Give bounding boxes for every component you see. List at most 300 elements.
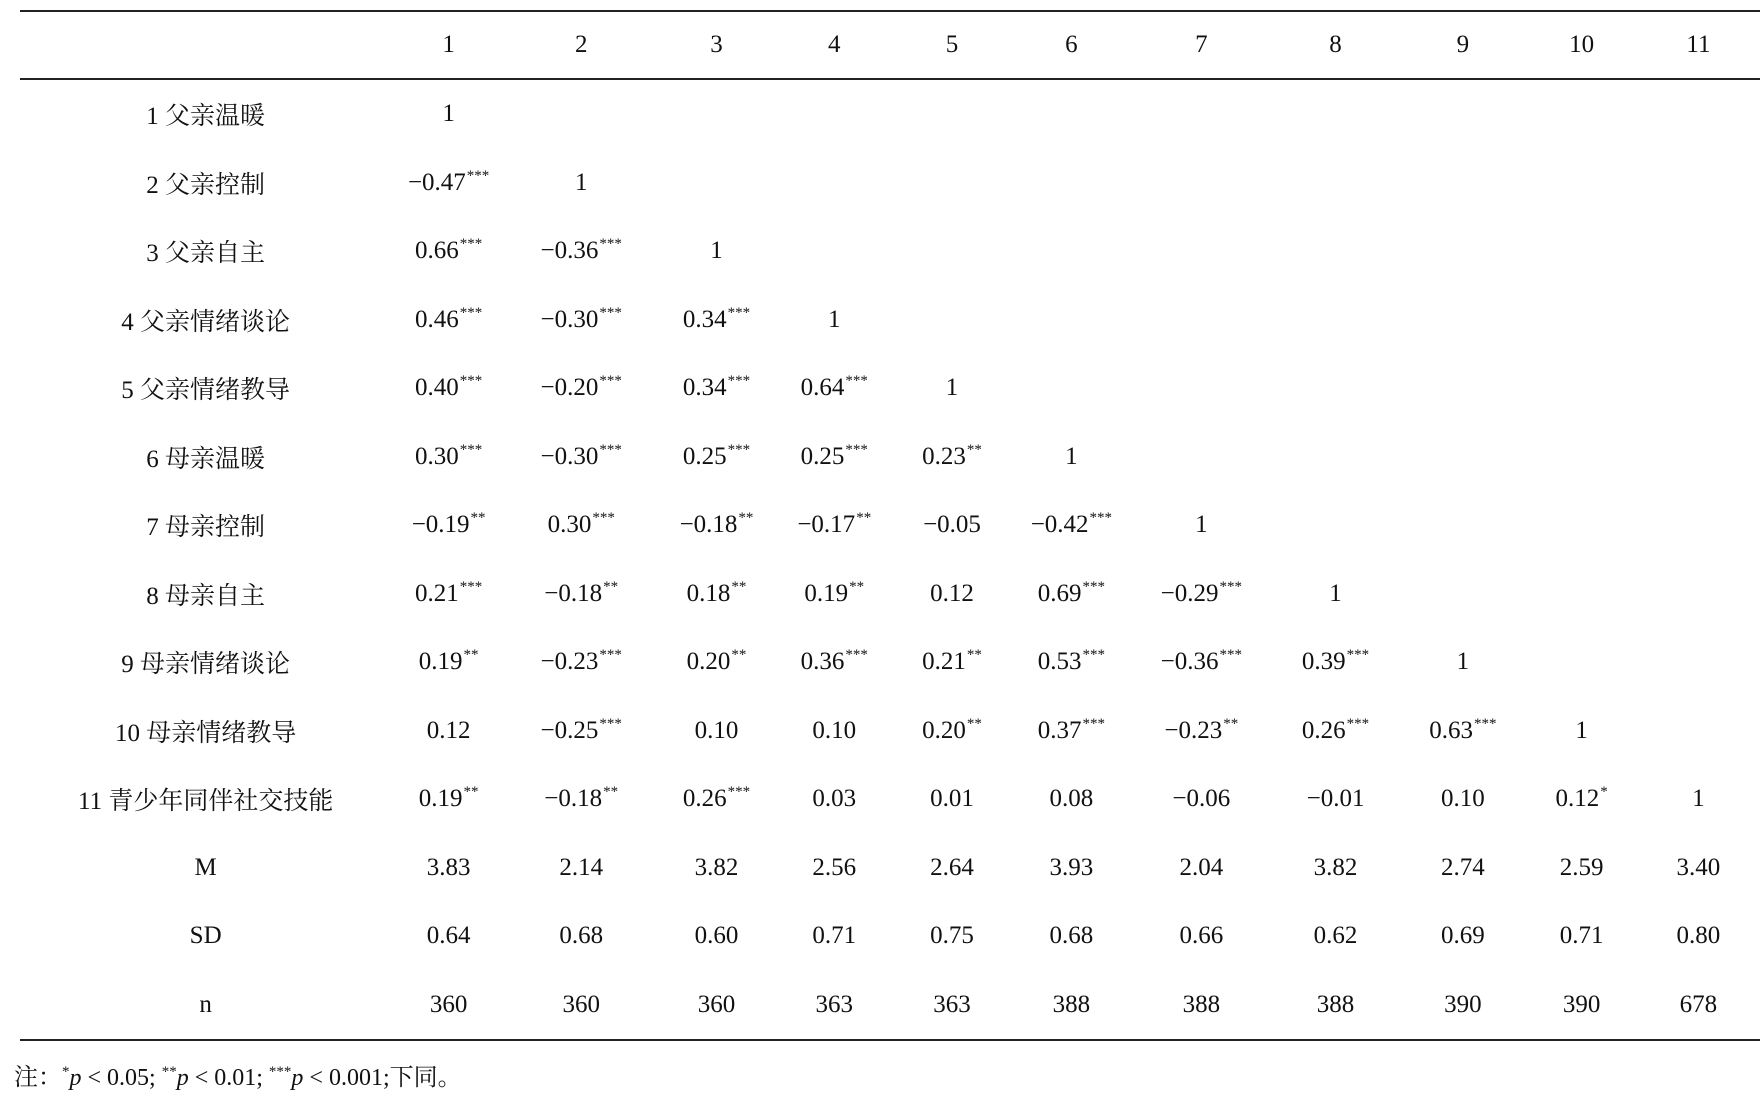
cell-value: 1	[442, 100, 455, 128]
cell-value: 0.25	[682, 442, 727, 470]
table-cell	[506, 971, 657, 1041]
significance-stars: **	[470, 510, 486, 527]
table-cell	[657, 834, 777, 903]
table-cell	[1527, 149, 1637, 218]
cell-value: −0.05	[923, 511, 981, 539]
table-cell	[1399, 902, 1526, 971]
table-cell	[776, 149, 892, 218]
table-cell	[1012, 286, 1131, 355]
cell-value: 0.10	[1440, 785, 1485, 813]
table-cell	[776, 902, 892, 971]
cell-value: 0.10	[812, 716, 857, 744]
table-cell	[506, 423, 657, 492]
cell-value: 0.60	[694, 922, 739, 950]
row-label: 10 母亲情绪教导	[115, 719, 297, 747]
significance-stars: ***	[727, 304, 751, 321]
table-cell	[506, 628, 657, 697]
significance-stars: *	[1600, 784, 1608, 801]
table-cell	[1272, 286, 1399, 355]
significance-stars: ***	[599, 304, 622, 321]
cell-value: 1	[1065, 442, 1078, 470]
cell-value: 1	[574, 168, 588, 196]
table-row	[20, 560, 1760, 629]
table-cell	[776, 491, 892, 560]
cell-value: −0.23	[540, 648, 599, 676]
table-header	[20, 11, 1760, 79]
table-cell	[506, 560, 657, 629]
row-label: 3 父亲自主	[146, 240, 266, 268]
cell-value: 0.12	[930, 579, 974, 607]
cell-value: 1	[1575, 716, 1588, 744]
table-cell	[1637, 628, 1760, 697]
row-label: n	[199, 990, 212, 1018]
cell-value: 0.66	[1179, 922, 1224, 950]
table-cell	[506, 697, 657, 766]
cell-value: 0.03	[812, 785, 857, 813]
table-cell	[776, 628, 892, 697]
table-cell	[1399, 697, 1526, 766]
cell-value: 0.68	[559, 922, 604, 950]
table-cell	[1131, 217, 1272, 286]
significance-stars: ***	[727, 441, 751, 458]
significance-stars: **	[966, 647, 982, 664]
significance-stars: **	[463, 784, 479, 801]
table-cell	[1399, 628, 1526, 697]
table-cell	[1012, 628, 1131, 697]
cell-value: 0.69	[1440, 922, 1485, 950]
header-cell-4: 4	[828, 31, 841, 58]
significance-stars: ***	[459, 441, 483, 458]
note-suffix: 下同。	[389, 1065, 462, 1091]
cell-value: 0.01	[930, 785, 974, 813]
table-cell	[1012, 79, 1131, 149]
cell-value: 3.82	[694, 853, 739, 881]
cell-value: −0.01	[1306, 785, 1365, 813]
header-row	[20, 11, 1760, 79]
cell-value: 0.12	[426, 716, 471, 744]
header-cell-variable	[20, 11, 391, 79]
table-cell	[391, 491, 506, 560]
significance-stars: ***	[1089, 510, 1113, 527]
significance-stars: **	[731, 578, 747, 595]
table-cell	[657, 765, 777, 834]
table-cell	[776, 423, 892, 492]
cell-value: 0.68	[1049, 922, 1094, 950]
cell-value: 0.66	[414, 237, 459, 265]
table-cell	[391, 560, 506, 629]
table-cell	[1272, 354, 1399, 423]
cell-value: 388	[1052, 990, 1091, 1018]
header-cell-8: 8	[1329, 31, 1342, 58]
cell-value: 1	[1456, 648, 1470, 676]
cell-value: 1	[1692, 785, 1705, 813]
table-cell	[1012, 765, 1131, 834]
cell-value: −0.25	[540, 716, 599, 744]
table-cell	[1272, 697, 1399, 766]
cell-value: 3.82	[1313, 853, 1358, 881]
table-cell	[1399, 560, 1526, 629]
correlation-table-container	[20, 10, 1760, 1041]
cell-value: 0.71	[1559, 922, 1604, 950]
significance-stars: ***	[727, 373, 751, 390]
significance-stars: ***	[845, 441, 868, 458]
cell-value: 0.40	[414, 374, 459, 402]
table-cell	[657, 491, 777, 560]
header-cell-2: 2	[574, 31, 588, 58]
cell-value: 0.19	[804, 579, 849, 607]
table-row	[20, 902, 1760, 971]
correlation-table	[20, 10, 1760, 1041]
table-cell	[1527, 560, 1637, 629]
table-cell	[1637, 902, 1760, 971]
table-cell	[1131, 971, 1272, 1041]
note-threshold: < 0.001;	[303, 1065, 390, 1091]
cell-value: 1	[710, 237, 723, 265]
table-cell	[1637, 354, 1760, 423]
significance-stars: **	[731, 647, 747, 664]
cell-value: 3.93	[1049, 853, 1094, 881]
header-cell-7: 7	[1195, 31, 1208, 58]
cell-value: 0.21	[922, 648, 966, 676]
significance-stars: ***	[599, 647, 622, 664]
table-cell	[1527, 423, 1637, 492]
significance-stars: ***	[1346, 715, 1370, 732]
significance-stars: **	[856, 510, 872, 527]
table-cell	[1012, 971, 1131, 1041]
cell-value: 0.25	[800, 442, 845, 470]
significance-stars: ***	[1082, 715, 1105, 732]
row-label: 9 母亲情绪谈论	[121, 651, 291, 679]
significance-stars: ***	[845, 373, 868, 390]
table-cell	[657, 423, 777, 492]
cell-value: 0.63	[1429, 716, 1473, 744]
table-cell	[657, 149, 777, 218]
table-cell	[1527, 765, 1637, 834]
table-cell	[1272, 149, 1399, 218]
cell-value: 678	[1679, 990, 1718, 1018]
table-cell	[506, 491, 657, 560]
table-cell	[506, 149, 657, 218]
table-cell	[776, 286, 892, 355]
cell-value: −0.47	[407, 168, 466, 196]
table-cell	[657, 628, 777, 697]
table-cell	[391, 765, 506, 834]
cell-value: 0.30	[547, 511, 592, 539]
table-cell	[391, 354, 506, 423]
cell-value: −0.36	[1160, 648, 1219, 676]
table-cell	[657, 697, 777, 766]
cell-value: 0.30	[414, 442, 459, 470]
table-cell	[776, 765, 892, 834]
table-cell	[391, 79, 506, 149]
table-cell	[776, 217, 892, 286]
cell-value: 2.56	[812, 853, 857, 881]
table-cell	[892, 902, 1012, 971]
header-cell-1: 1	[442, 31, 455, 58]
cell-value: 363	[933, 990, 971, 1018]
table-cell	[1637, 423, 1760, 492]
table-cell	[1272, 217, 1399, 286]
cell-value: 390	[1444, 990, 1482, 1018]
table-cell	[506, 217, 657, 286]
table-cell	[1637, 765, 1760, 834]
table-cell	[1637, 491, 1760, 560]
cell-value: −0.29	[1160, 579, 1219, 607]
cell-value: −0.20	[540, 374, 599, 402]
table-cell	[892, 628, 1012, 697]
table-cell	[391, 628, 506, 697]
table-cell	[1399, 149, 1526, 218]
table-row	[20, 217, 1760, 286]
table-cell	[1272, 971, 1399, 1041]
table-cell	[1637, 971, 1760, 1041]
note-p-symbol: p	[291, 1065, 304, 1091]
table-cell	[1399, 971, 1526, 1041]
table-cell	[1012, 217, 1131, 286]
table-cell	[657, 79, 777, 149]
table-cell	[1131, 491, 1272, 560]
cell-value: 360	[562, 990, 600, 1018]
table-cell	[506, 79, 657, 149]
row-label: 5 父亲情绪教导	[121, 377, 291, 405]
table-row	[20, 765, 1760, 834]
table-cell	[391, 834, 506, 903]
table-cell	[1399, 217, 1526, 286]
table-cell	[1131, 765, 1272, 834]
cell-value: 2.04	[1179, 853, 1224, 881]
table-cell	[506, 765, 657, 834]
cell-value: 2.14	[559, 853, 604, 881]
cell-value: 2.74	[1440, 853, 1485, 881]
row-label: 11 青少年同伴社交技能	[78, 788, 334, 816]
table-cell	[1131, 354, 1272, 423]
table-cell	[776, 560, 892, 629]
cell-value: 0.34	[682, 374, 727, 402]
table-cell	[1012, 149, 1131, 218]
header-cell-3: 3	[710, 31, 723, 58]
significance-stars: ***	[845, 647, 868, 664]
table-cell	[506, 902, 657, 971]
table-cell	[776, 354, 892, 423]
table-cell	[1012, 560, 1131, 629]
significance-stars: ***	[1346, 647, 1370, 664]
table-cell	[892, 834, 1012, 903]
significance-stars: **	[966, 715, 982, 732]
cell-value: 0.37	[1037, 716, 1082, 744]
cell-value: 0.64	[800, 374, 845, 402]
header-cell-5: 5	[945, 31, 959, 58]
table-cell	[1637, 149, 1760, 218]
row-label: M	[194, 853, 217, 881]
cell-value: 0.80	[1676, 922, 1721, 950]
table-cell	[391, 697, 506, 766]
table-cell	[506, 286, 657, 355]
cell-value: 0.18	[686, 579, 731, 607]
table-cell	[1399, 286, 1526, 355]
significance-stars: **	[603, 784, 619, 801]
note-items	[62, 1065, 390, 1091]
cell-value: −0.06	[1172, 785, 1231, 813]
table-cell	[1012, 354, 1131, 423]
table-cell	[1527, 217, 1637, 286]
cell-value: 1	[945, 374, 959, 402]
table-row	[20, 834, 1760, 903]
table-cell	[1272, 765, 1399, 834]
table-cell	[1131, 697, 1272, 766]
row-label: SD	[189, 922, 222, 950]
header-cell-6: 6	[1065, 31, 1078, 58]
cell-value: −0.30	[540, 442, 599, 470]
cell-value: 1	[1329, 579, 1342, 607]
table-cell	[1272, 834, 1399, 903]
table-cell	[1527, 628, 1637, 697]
table-cell	[657, 354, 777, 423]
significance-stars: ***	[599, 236, 622, 253]
table-cell	[1527, 491, 1637, 560]
table-cell	[657, 902, 777, 971]
table-cell	[1272, 491, 1399, 560]
cell-value: 0.46	[414, 305, 459, 333]
table-cell	[506, 354, 657, 423]
table-cell	[892, 217, 1012, 286]
table-cell	[1399, 491, 1526, 560]
table-cell	[1399, 354, 1526, 423]
row-label: 7 母亲控制	[146, 514, 266, 542]
cell-value: 0.53	[1037, 648, 1082, 676]
table-cell	[1131, 149, 1272, 218]
significance-stars: ***	[459, 236, 483, 253]
row-label: 2 父亲控制	[146, 171, 266, 199]
note-prefix: 注：	[14, 1065, 62, 1091]
table-cell	[1012, 491, 1131, 560]
cell-value: 0.69	[1037, 579, 1082, 607]
table-cell	[391, 286, 506, 355]
cell-value: 3.40	[1676, 853, 1721, 881]
cell-value: 1	[828, 305, 841, 333]
table-cell	[1399, 423, 1526, 492]
table-cell	[1272, 902, 1399, 971]
significance-stars: ***	[1082, 647, 1105, 664]
table-cell	[892, 971, 1012, 1041]
table-cell	[506, 834, 657, 903]
cell-value: 388	[1182, 990, 1221, 1018]
cell-value: 2.64	[930, 853, 974, 881]
significance-stars: ***	[1473, 715, 1497, 732]
significance-stars: ***	[1219, 647, 1243, 664]
table-cell	[892, 354, 1012, 423]
table-cell	[657, 217, 777, 286]
table-row	[20, 491, 1760, 560]
table-cell	[1272, 423, 1399, 492]
table-cell	[892, 765, 1012, 834]
table-cell	[892, 286, 1012, 355]
table-cell	[1131, 834, 1272, 903]
cell-value: 3.83	[426, 853, 471, 881]
significance-stars: **	[1223, 715, 1239, 732]
table-cell	[1012, 902, 1131, 971]
significance-stars: **	[603, 578, 619, 595]
significance-stars: ***	[599, 373, 622, 390]
table-cell	[1012, 834, 1131, 903]
table-cell	[1637, 560, 1760, 629]
table-cell	[1399, 765, 1526, 834]
table-cell	[1637, 286, 1760, 355]
significance-stars: **	[849, 578, 865, 595]
table-note	[14, 1057, 462, 1092]
table-cell	[1527, 79, 1637, 149]
table-cell	[1637, 697, 1760, 766]
significance-stars: ***	[459, 304, 483, 321]
table-cell	[1272, 628, 1399, 697]
cell-value: 0.19	[418, 648, 463, 676]
cell-value: −0.30	[540, 305, 599, 333]
cell-value: 2.59	[1559, 853, 1604, 881]
header-cell-10: 10	[1569, 31, 1595, 58]
cell-value: 360	[697, 990, 736, 1018]
header-cell-11: 11	[1686, 31, 1711, 58]
cell-value: 0.19	[418, 785, 463, 813]
header-cell-9: 9	[1456, 31, 1470, 58]
table-cell	[1131, 423, 1272, 492]
table-row	[20, 79, 1760, 149]
cell-value: 0.75	[930, 922, 974, 950]
significance-stars: **	[738, 510, 754, 527]
significance-stars: ***	[592, 510, 615, 527]
table-row	[20, 697, 1760, 766]
table-cell	[1131, 79, 1272, 149]
cell-value: −0.18	[679, 511, 738, 539]
cell-value: 0.08	[1049, 785, 1094, 813]
note-stars: **	[161, 1064, 177, 1080]
table-cell	[1272, 560, 1399, 629]
table-cell	[892, 491, 1012, 560]
table-cell	[1131, 560, 1272, 629]
table-row	[20, 971, 1760, 1041]
cell-value: 0.10	[694, 716, 739, 744]
cell-value: 0.23	[922, 442, 966, 470]
cell-value: 0.12	[1555, 785, 1600, 813]
cell-value: 0.26	[682, 785, 727, 813]
table-cell	[1527, 697, 1637, 766]
table-cell	[657, 560, 777, 629]
significance-stars: ***	[466, 167, 490, 184]
table-cell	[1527, 286, 1637, 355]
cell-value: −0.19	[411, 511, 470, 539]
note-p-symbol: p	[69, 1065, 82, 1091]
cell-value: 0.62	[1313, 922, 1358, 950]
note-threshold: < 0.05;	[81, 1065, 162, 1091]
table-cell	[1012, 697, 1131, 766]
table-cell	[1272, 79, 1399, 149]
table-row	[20, 628, 1760, 697]
table-cell	[892, 423, 1012, 492]
significance-stars: ***	[459, 373, 483, 390]
cell-value: 360	[429, 990, 468, 1018]
table-cell	[391, 971, 506, 1041]
table-cell	[1527, 971, 1637, 1041]
table-cell	[391, 423, 506, 492]
significance-stars: **	[463, 647, 479, 664]
table-cell	[1399, 834, 1526, 903]
cell-value: −0.18	[544, 785, 603, 813]
table-cell	[892, 560, 1012, 629]
table-row	[20, 149, 1760, 218]
table-cell	[892, 697, 1012, 766]
table-cell	[1527, 902, 1637, 971]
table-row	[20, 286, 1760, 355]
cell-value: 388	[1316, 990, 1355, 1018]
table-cell	[1131, 902, 1272, 971]
